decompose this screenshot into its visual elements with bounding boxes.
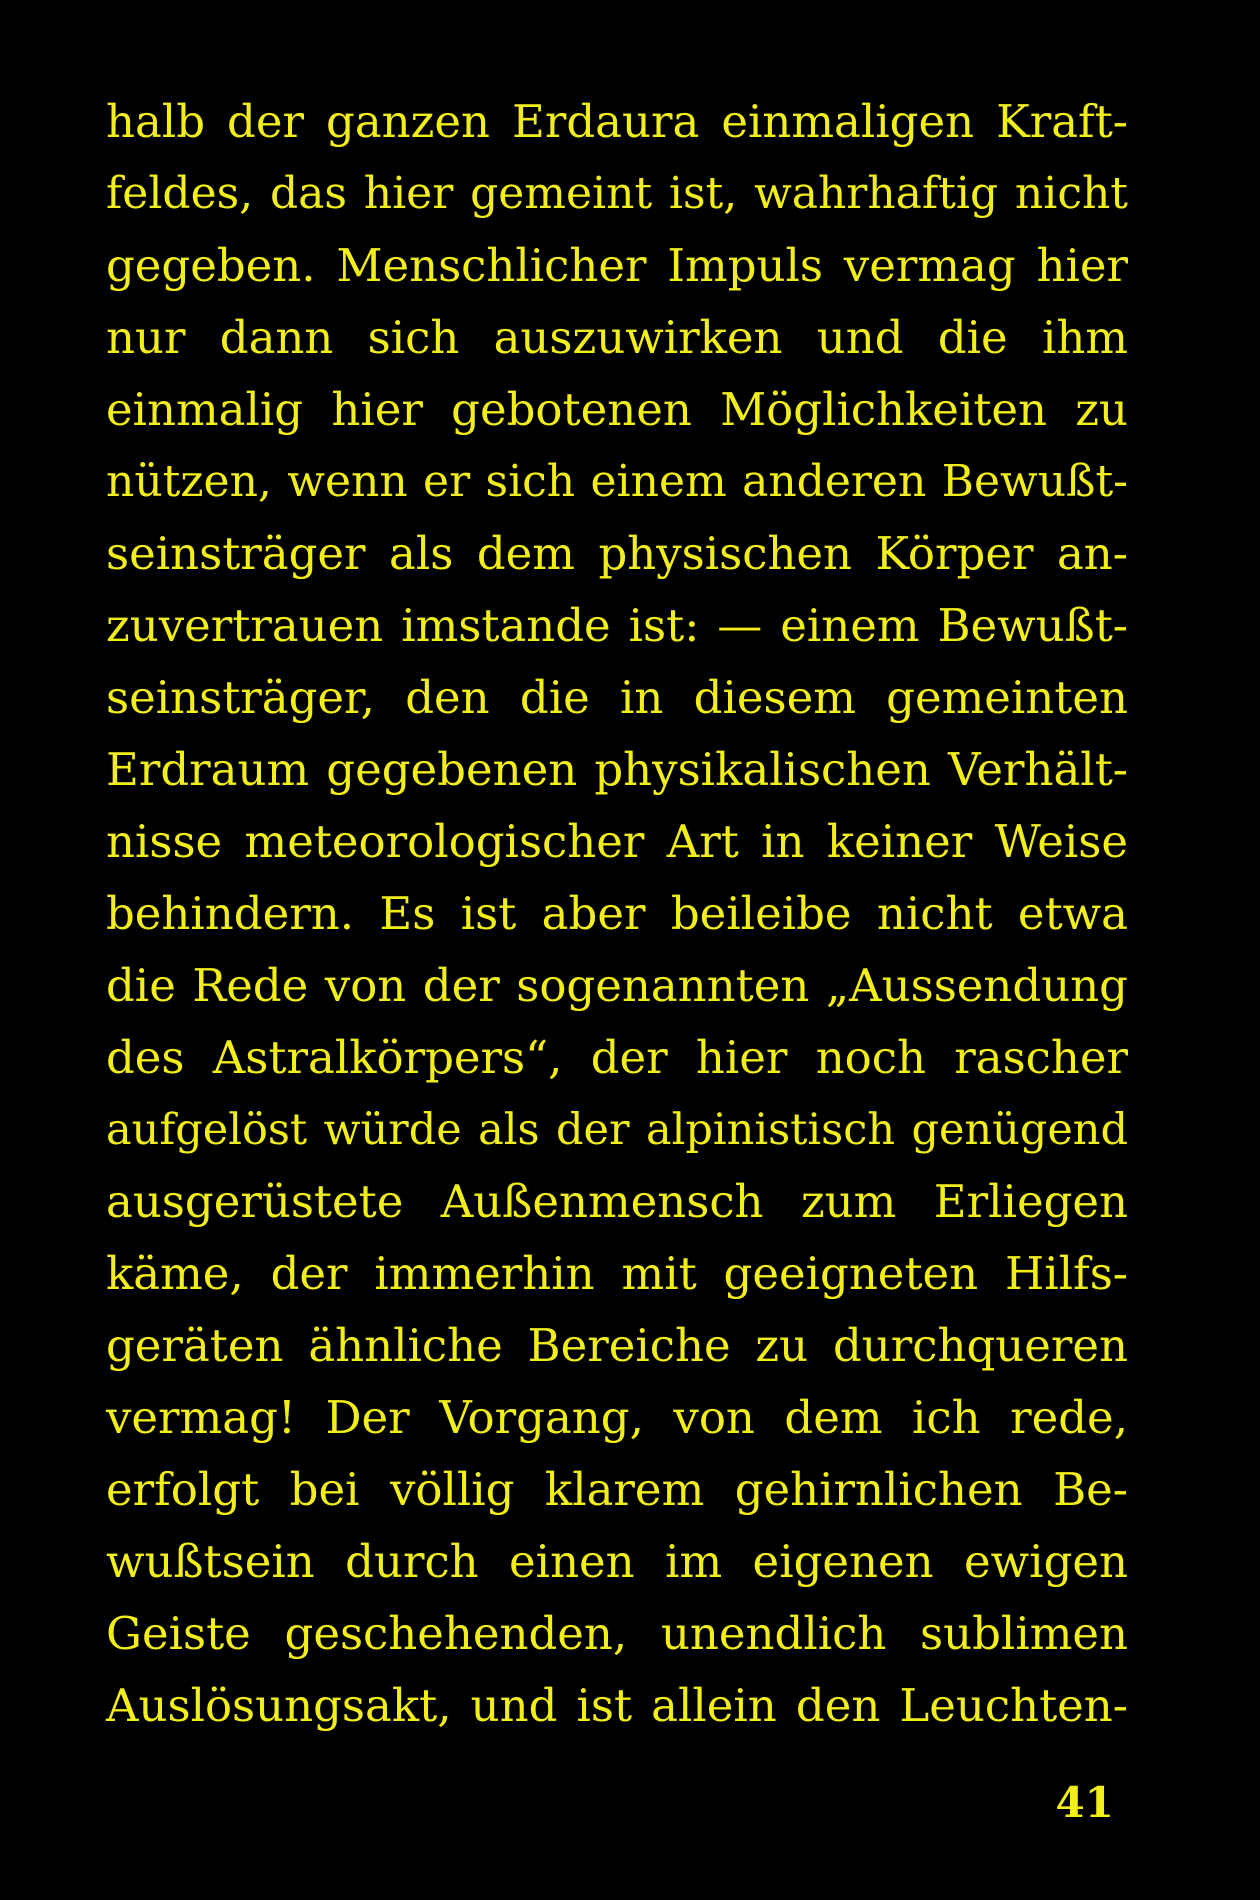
body-text [106,86,1128,1742]
text-line: vermag! Der Vorgang, von dem ich rede, [106,1391,1128,1444]
text-line: erfolgt bei völlig klarem gehirnlichen Be- [106,1463,1128,1516]
text-line: aufgelöst würde als der alpinistisch genügend [106,1105,1128,1155]
text-line: einmalig hier gebotenen Möglichkeiten zu [106,383,1128,436]
text-line: behindern. Es ist aber beileibe nicht etwa [106,887,1128,940]
text-line: Erdraum gegebenen physikalischen Verhält- [106,743,1128,796]
text-line: wußtsein durch einen im eigenen ewigen [106,1535,1128,1588]
text-line: des Astralkörpers“, der hier noch rascher [106,1031,1128,1084]
text-line: nützen, wenn er sich einem anderen Bewußt- [106,456,1128,507]
text-line: nur dann sich auszuwirken und die ihm [106,311,1128,364]
text-line: ausgerüstete Außenmensch zum Erliegen [106,1175,1128,1228]
text-line: zuvertrauen imstande ist: — einem Bewußt- [106,599,1128,652]
text-line: käme, der immerhin mit geeigneten Hilfs- [106,1247,1128,1300]
text-line: die Rede von der sogenannten „Aussendung [106,959,1128,1012]
text-line: Auslösungsakt, und ist allein den Leuchten- [106,1679,1128,1732]
text-line: Geiste geschehenden, unendlich sublimen [106,1607,1128,1660]
text-line: seinsträger, den die in diesem gemeinten [106,671,1128,724]
text-line: seinsträger als dem physischen Körper an- [106,527,1128,580]
page-number: 41 [1055,1778,1114,1827]
text-line: halb der ganzen Erdaura einmaligen Kraft- [106,95,1128,148]
text-line: nisse meteorologischer Art in keiner Weise [106,815,1128,868]
text-line: gegeben. Menschlicher Impuls vermag hier [106,239,1128,292]
text-line: feldes, das hier gemeint ist, wahrhaftig nicht [106,168,1128,219]
text-line: geräten ähnliche Bereiche zu durchqueren [106,1319,1128,1372]
